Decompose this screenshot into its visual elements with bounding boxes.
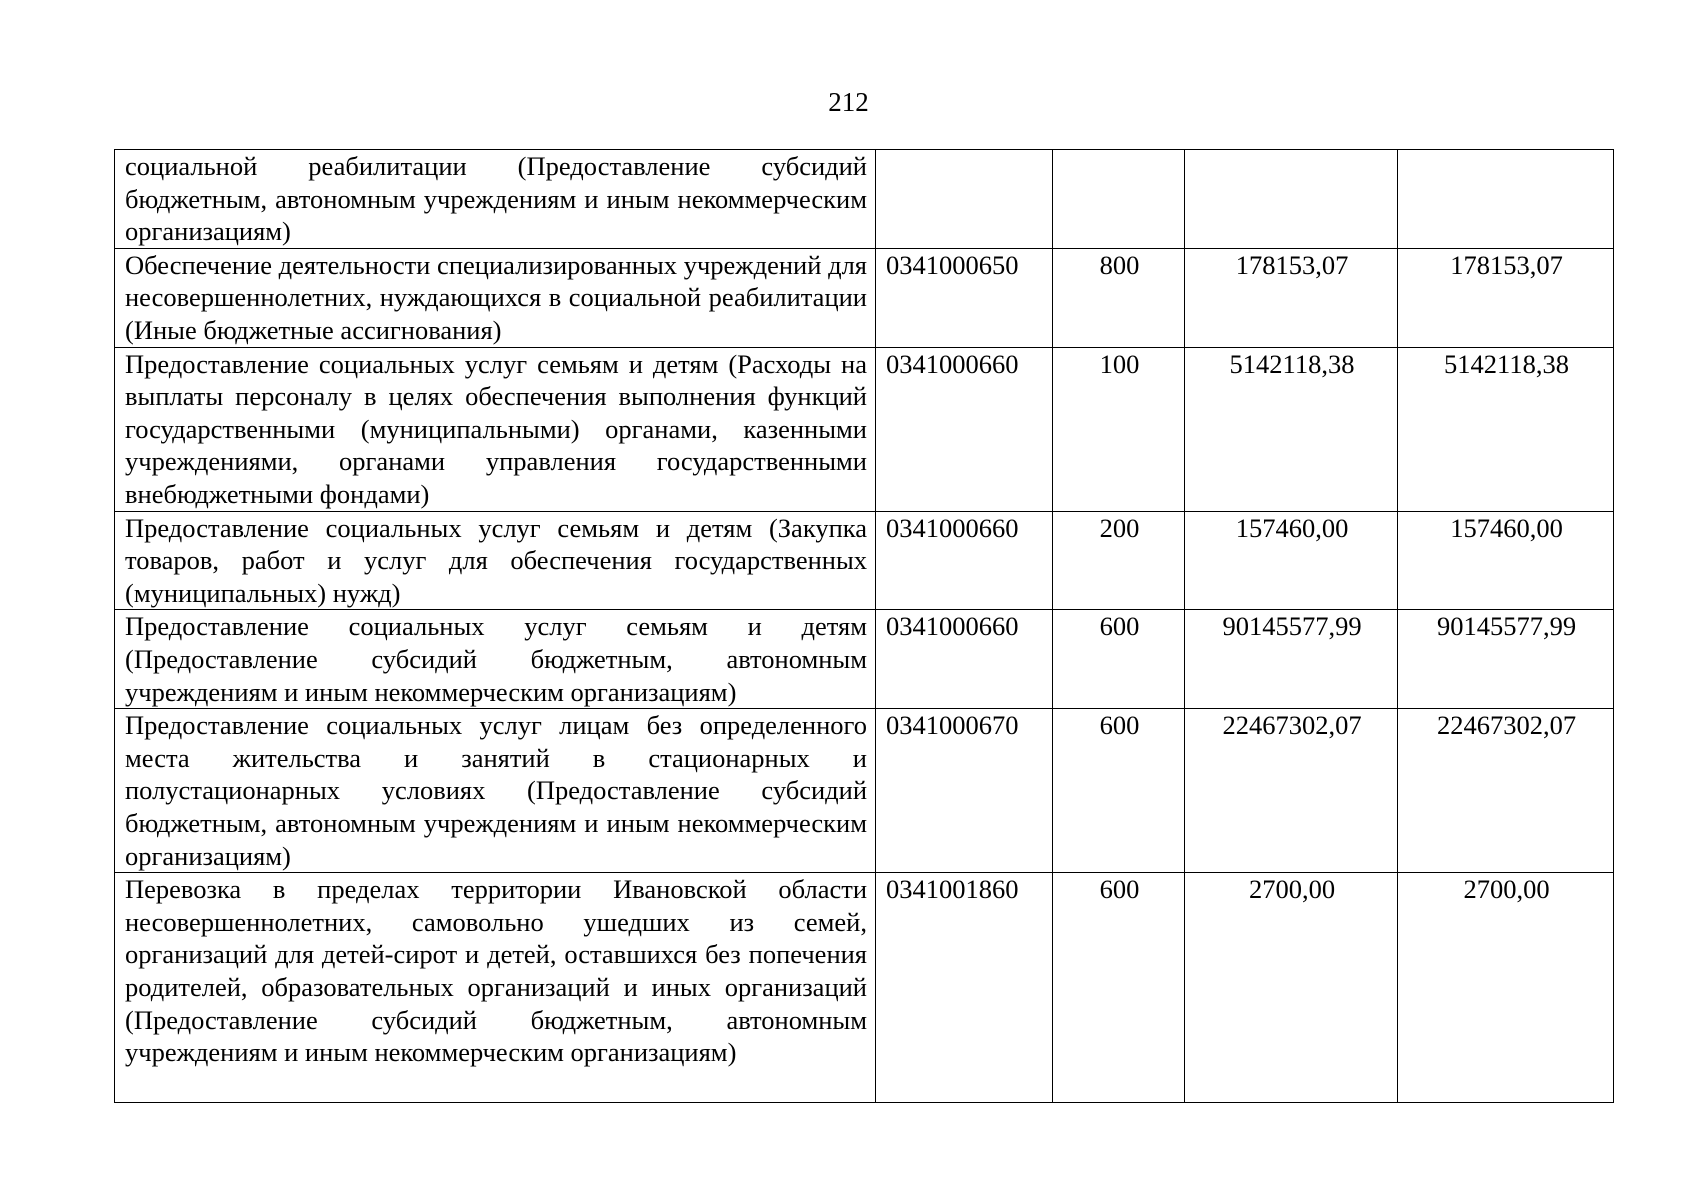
row-description: Предоставление социальных услуг семьям и детям (Закупка товаров, работ и услуг для обеспечения государственных (муниципальных) нужд): [115, 511, 876, 610]
budget-table: [114, 149, 1614, 1103]
row-target-code: 0341000660: [876, 511, 1053, 610]
row-target-code: 0341000670: [876, 709, 1053, 873]
row-expense-type: 800: [1053, 248, 1185, 347]
row-description: социальной реабилитации (Предоставление субсидий бюджетным, автономным учреждениям и иным некоммерческим организациям): [115, 150, 876, 249]
row-amount-2: 2700,00: [1398, 873, 1614, 1103]
row-description: Предоставление социальных услуг лицам без определенного места жительства и занятий в стационарных и полустационарных условиях (Предоставление субсидий бюджетным, автономным учреждениям и иным некоммерческим организациям): [115, 709, 876, 873]
row-expense-type: 200: [1053, 511, 1185, 610]
row-expense-type: 600: [1053, 709, 1185, 873]
row-amount-1: [1185, 150, 1398, 249]
row-description: Предоставление социальных услуг семьям и детям (Предоставление субсидий бюджетным, автономным учреждениям и иным некоммерческим организациям): [115, 610, 876, 709]
row-target-code: 0341000660: [876, 347, 1053, 511]
row-amount-2: 157460,00: [1398, 511, 1614, 610]
row-expense-type: 600: [1053, 610, 1185, 709]
row-expense-type: 600: [1053, 873, 1185, 1103]
row-expense-type: 100: [1053, 347, 1185, 511]
row-amount-2: 5142118,38: [1398, 347, 1614, 511]
table-row: [115, 150, 1614, 249]
row-description: Перевозка в пределах территории Ивановской области несовершеннолетних, самовольно ушедших из семей, организаций для детей-сирот и детей, оставшихся без попечения родителей, образовательных организаций и иных организаций (Предоставление субсидий бюджетным, автономным учреждениям и иным некоммерческим организациям): [115, 873, 876, 1103]
row-amount-1: 22467302,07: [1185, 709, 1398, 873]
row-description: Предоставление социальных услуг семьям и детям (Расходы на выплаты персоналу в целях обеспечения выполнения функций государственными (муниципальными) органами, казенными учреждениями, органами управления государственными внебюджетными фондами): [115, 347, 876, 511]
row-amount-2: 90145577,99: [1398, 610, 1614, 709]
row-amount-1: 2700,00: [1185, 873, 1398, 1103]
row-amount-2: [1398, 150, 1614, 249]
row-target-code: 0341001860: [876, 873, 1053, 1103]
row-amount-1: 90145577,99: [1185, 610, 1398, 709]
row-target-code: [876, 150, 1053, 249]
table-row: [115, 873, 1614, 1103]
row-amount-1: 178153,07: [1185, 248, 1398, 347]
row-target-code: 0341000650: [876, 248, 1053, 347]
table-row: [115, 610, 1614, 709]
table-row: [115, 709, 1614, 873]
row-expense-type: [1053, 150, 1185, 249]
table-row: [115, 511, 1614, 610]
page-number: 212: [828, 87, 869, 117]
row-description: Обеспечение деятельности специализированных учреждений для несовершеннолетних, нуждающихся в социальной реабилитации (Иные бюджетные ассигнования): [115, 248, 876, 347]
row-target-code: 0341000660: [876, 610, 1053, 709]
row-amount-2: 22467302,07: [1398, 709, 1614, 873]
table-row: [115, 248, 1614, 347]
table-row: [115, 347, 1614, 511]
row-amount-2: 178153,07: [1398, 248, 1614, 347]
row-amount-1: 5142118,38: [1185, 347, 1398, 511]
row-amount-1: 157460,00: [1185, 511, 1398, 610]
